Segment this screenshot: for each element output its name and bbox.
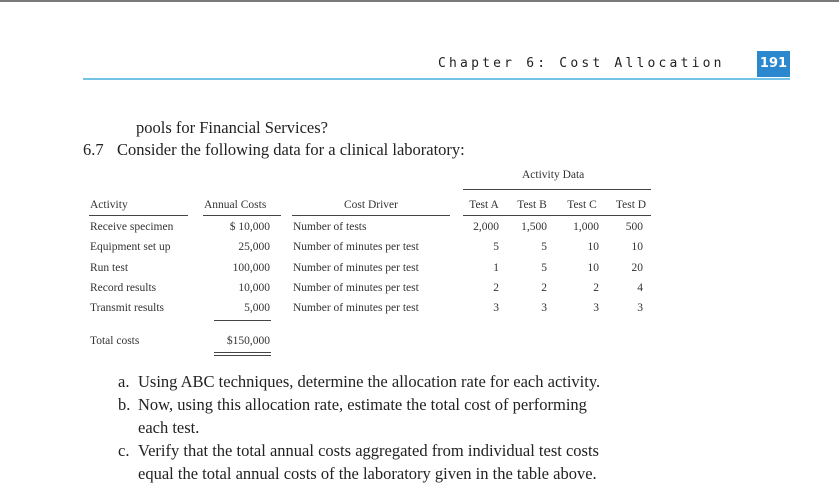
activity-data-title: Activity Data [522, 169, 585, 181]
question-c-letter: c. [118, 441, 130, 460]
row-4-test-c: 2 [593, 282, 599, 294]
row-5-test-d: 3 [637, 302, 643, 314]
row-3-activity: Run test [90, 262, 129, 274]
total-value: $150,000 [226, 335, 270, 347]
row-3-driver: Number of minutes per test [293, 262, 419, 274]
subtotal-rule [214, 320, 271, 321]
header-annual-costs: Annual Costs [204, 199, 267, 211]
total-rule-1 [214, 352, 271, 353]
header-activity: Activity [90, 199, 128, 211]
header-test-c: Test C [567, 199, 597, 211]
activity-data-rule [463, 189, 651, 190]
row-2-test-c: 10 [587, 241, 599, 253]
row-3-test-c: 10 [587, 262, 599, 274]
row-2-driver: Number of minutes per test [293, 241, 419, 253]
total-rule-2 [214, 355, 271, 356]
header-rule-tests [463, 215, 651, 216]
row-1-cost: $ 10,000 [229, 221, 270, 233]
row-3-cost: 100,000 [232, 262, 270, 274]
row-4-test-d: 4 [637, 282, 643, 294]
row-3-test-d: 20 [631, 262, 643, 274]
row-4-activity: Record results [90, 282, 157, 294]
row-5-cost: 5,000 [244, 302, 270, 314]
question-a-letter: a. [118, 372, 130, 391]
chapter-title: Chapter 6: Cost Allocation [438, 56, 725, 71]
question-b-line1: Now, using this allocation rate, estimate the total cost of performing [138, 395, 587, 414]
row-2-test-d: 10 [631, 241, 643, 253]
row-2-test-a: 5 [493, 241, 499, 253]
continuation-text: pools for Financial Services? [136, 118, 328, 137]
top-border [0, 0, 839, 2]
header-rule-costs [203, 215, 281, 216]
header-test-d: Test D [615, 199, 647, 211]
row-3-test-b: 5 [541, 262, 547, 274]
problem-number: 6.7 [83, 140, 104, 159]
row-1-test-a: 2,000 [473, 221, 499, 233]
row-4-driver: Number of minutes per test [293, 282, 419, 294]
row-5-activity: Transmit results [90, 302, 165, 314]
question-b-letter: b. [118, 395, 131, 414]
page-number-badge: 191 [757, 51, 790, 77]
row-4-test-b: 2 [541, 282, 547, 294]
row-1-test-c: 1,000 [573, 221, 599, 233]
row-1-test-b: 1,500 [521, 221, 547, 233]
row-2-cost: 25,000 [238, 241, 270, 253]
row-4-cost: 10,000 [238, 282, 270, 294]
row-3-test-a: 1 [493, 262, 499, 274]
row-4-test-a: 2 [493, 282, 499, 294]
header-cost-driver: Cost Driver [344, 199, 398, 211]
row-2-activity: Equipment set up [90, 241, 171, 253]
total-label: Total costs [90, 335, 140, 347]
row-1-test-d: 500 [625, 221, 643, 233]
problem-intro: Consider the following data for a clinical laboratory: [117, 140, 465, 159]
question-a-text: Using ABC techniques, determine the allocation rate for each activity. [138, 372, 601, 391]
header-rule-activity [89, 215, 188, 216]
question-c-line2: equal the total annual costs of the laboratory given in the table above. [138, 464, 597, 483]
row-1-activity: Receive specimen [90, 221, 174, 233]
row-1-driver: Number of tests [293, 221, 367, 233]
row-5-test-b: 3 [541, 302, 547, 314]
header-rule-driver [292, 215, 450, 216]
row-2-test-b: 5 [541, 241, 547, 253]
row-5-test-c: 3 [593, 302, 599, 314]
row-5-driver: Number of minutes per test [293, 302, 419, 314]
header-test-b: Test B [517, 199, 547, 211]
row-5-test-a: 3 [493, 302, 499, 314]
question-c-line1: Verify that the total annual costs aggregated from individual test costs [138, 441, 599, 460]
header-test-a: Test A [469, 199, 499, 211]
question-b-line2: each test. [138, 418, 200, 437]
header-rule [83, 78, 790, 80]
